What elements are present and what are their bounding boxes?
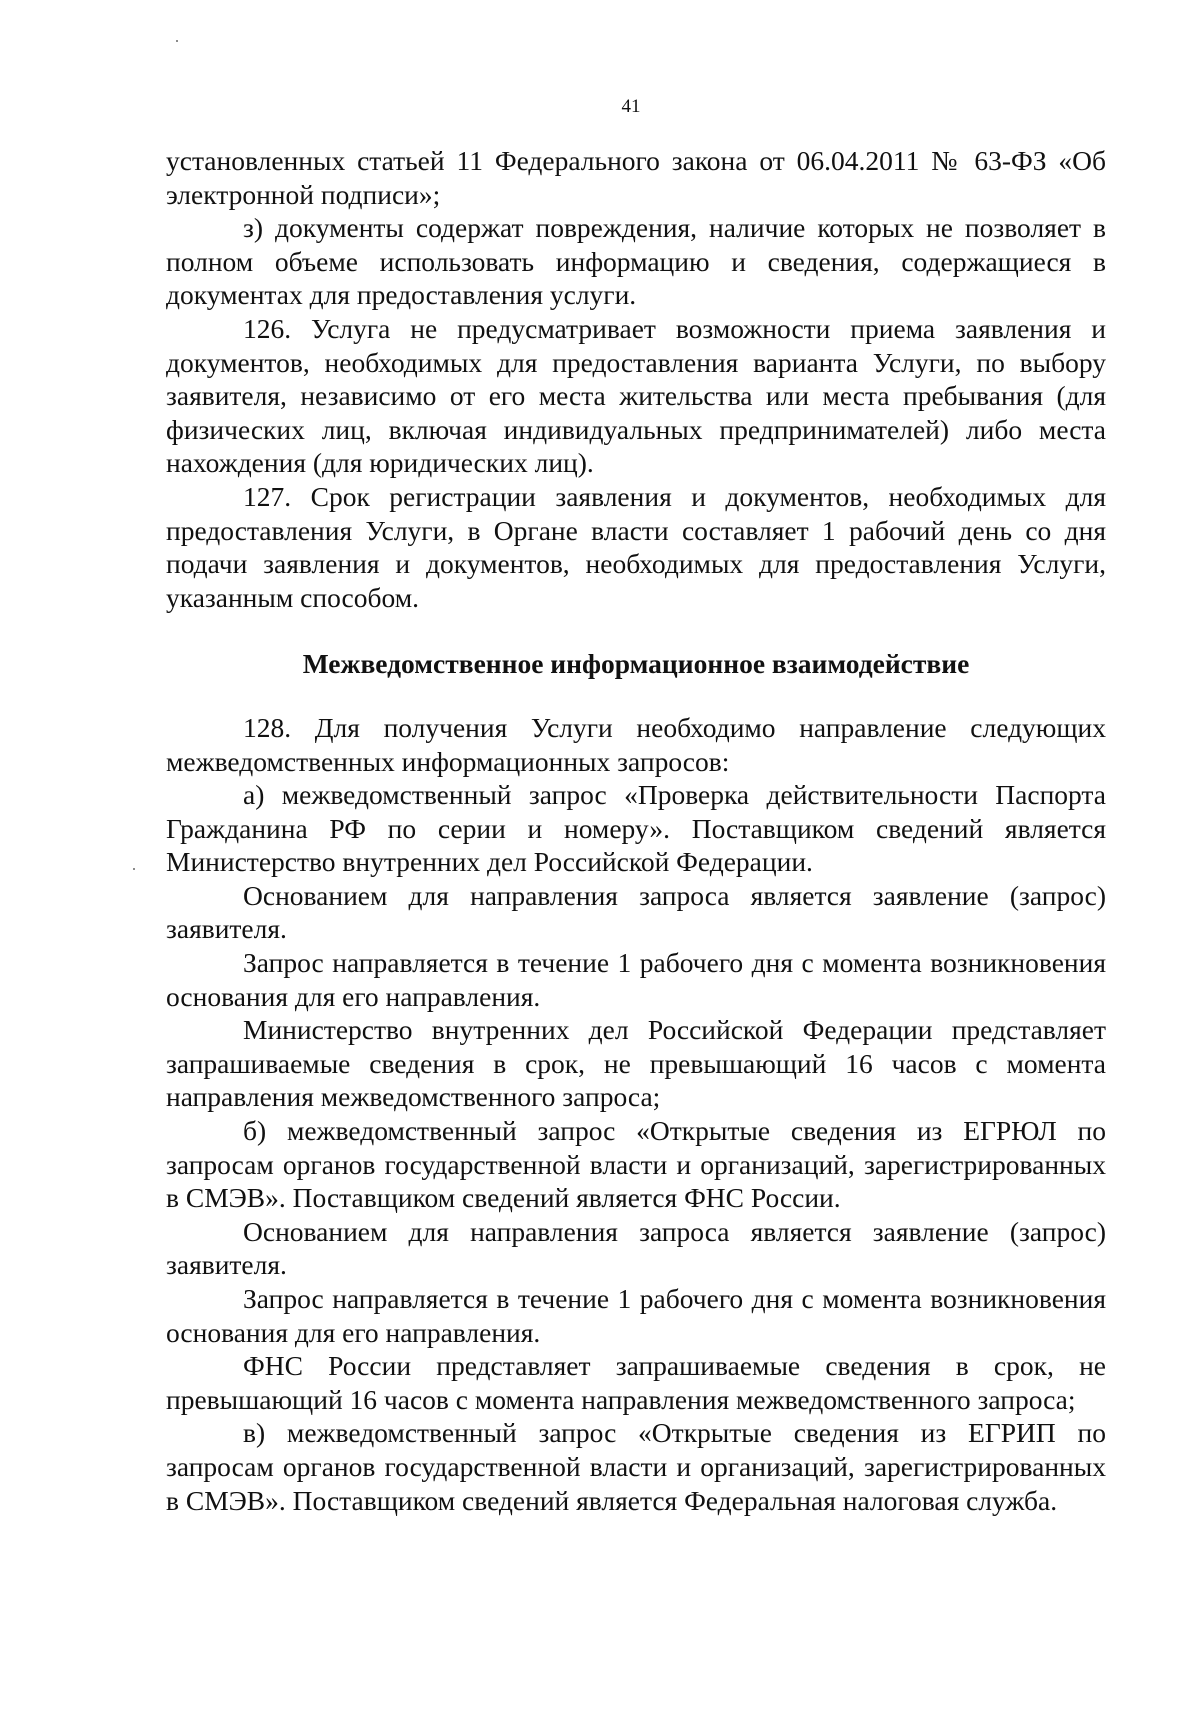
paragraph: з) документы содержат повреждения, наличие которых не позволяет в полном объеме использовать информацию и сведения, содержащиеся в документах для предоставления услуги. [166,212,1106,311]
paragraph: в) межведомственный запрос «Открытые сведения из ЕГРИП по запросам органов государственной власти и организаций, зарегистрированных в СМЭВ». Поставщиком сведений является Федеральная налоговая служба. [166,1417,1106,1516]
paragraph: установленных статьей 11 Федерального закона от 06.04.2011 № 63-ФЗ «Об электронной подписи»; [166,145,1106,210]
paragraph: Запрос направляется в течение 1 рабочего дня с момента возникновения основания для его направления. [166,1283,1106,1348]
paragraph: 127. Срок регистрации заявления и документов, необходимых для предоставления Услуги, в Органе власти составляет 1 рабочий день со дня подачи заявления и документов, необходимых для предоставления Услуги, указанным способом. [166,480,1106,613]
paragraph: ФНС России представляет запрашиваемые сведения в срок, не превышающий 16 часов с момента направления межведомственного запроса; [166,1350,1106,1415]
paragraph: Министерство внутренних дел Российской Федерации представляет запрашиваемые сведения в срок, не превышающий 16 часов с момента направления межведомственного запроса; [166,1014,1106,1113]
paragraph: а) межведомственный запрос «Проверка действительности Паспорта Гражданина РФ по серии и номеру». Поставщиком сведений является Министерство внутренних дел Российской Федерации. [166,779,1106,878]
paragraph: Основанием для направления запроса является заявление (запрос) заявителя. [166,879,1106,945]
paragraph: 128. Для получения Услуги необходимо направление следующих межведомственных информационных запросов: [166,711,1106,777]
paragraph: 126. Услуга не предусматривает возможности приема заявления и документов, необходимых для предоставления варианта Услуги, по выбору заявителя, независимо от его места жительства или места пребывания (для физических лиц, включая индивидуальных предпринимателей) либо места нахождения (для юридических лиц). [166,312,1106,479]
scan-speck [133,868,135,870]
paragraph: б) межведомственный запрос «Открытые сведения из ЕГРЮЛ по запросам органов государственной власти и организаций, зарегистрированных в СМЭВ». Поставщиком сведений является ФНС России. [166,1115,1106,1214]
section-heading: Межведомственное информационное взаимодействие [302,648,970,680]
paragraph: Основанием для направления запроса является заявление (запрос) заявителя. [166,1215,1106,1281]
document-body [166,144,1106,1517]
page-number: 41 [621,96,641,117]
paragraph: Запрос направляется в течение 1 рабочего дня с момента возникновения основания для его направления. [166,947,1106,1012]
scan-speck [176,40,178,42]
